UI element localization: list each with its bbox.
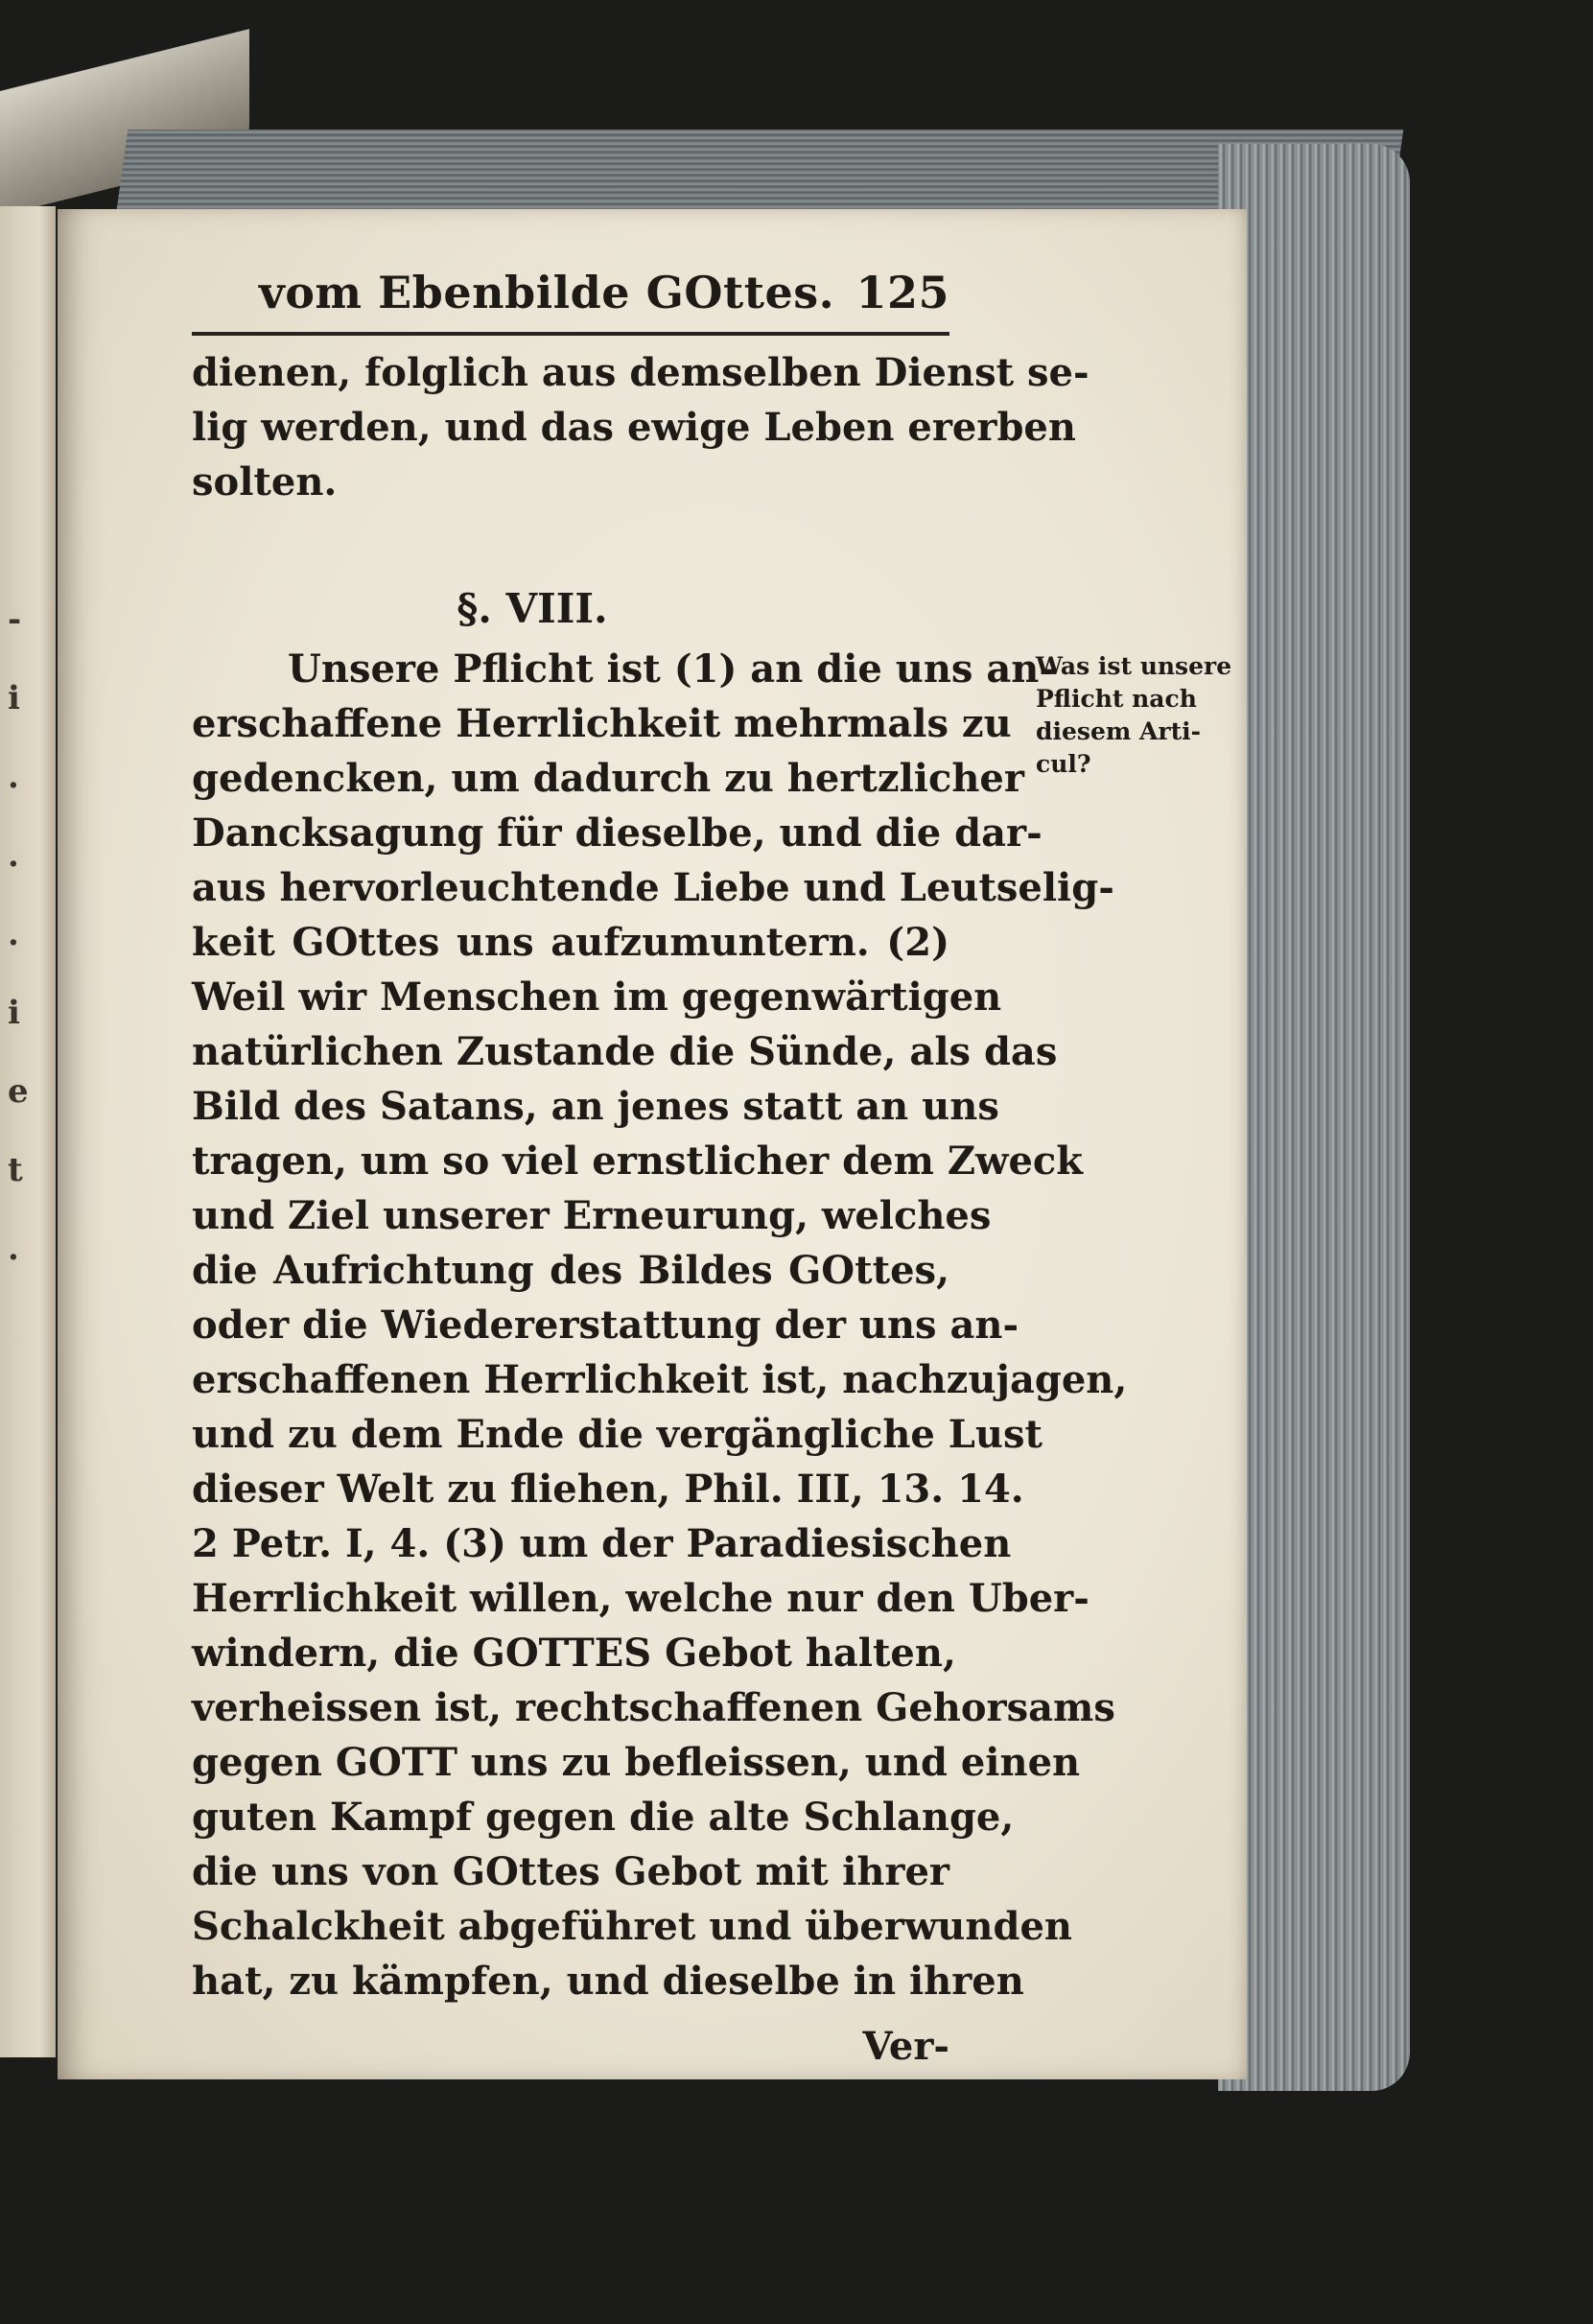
marginal-note (1036, 650, 1232, 781)
text-line: dienen, folglich aus demselben Dienst se- (192, 350, 1089, 395)
text-line: keit GOttes uns aufzumuntern. (2) (192, 920, 949, 965)
running-title: vom Ebenbilde GOttes. (259, 267, 835, 318)
text-line: erschaffenen Herrlichkeit ist, nachzujagen, (192, 1357, 1128, 1402)
text-line: die uns von GOttes Gebot mit ihrer (192, 1849, 949, 1894)
page-number: 125 (855, 267, 949, 318)
continued-text (192, 345, 1089, 509)
previous-page-glyph: t (8, 1151, 23, 1189)
text-line: erschaffene Herrlichkeit mehrmals zu (192, 701, 1012, 746)
margin-note-line: Was ist unsere (1036, 652, 1232, 680)
text-line: und Ziel unserer Erneurung, welches (192, 1193, 992, 1238)
text-line: Dancksagung für dieselbe, und die dar- (192, 810, 1042, 856)
margin-note-line: diesem Arti- (1036, 717, 1202, 745)
text-line: aus hervorleuchtende Liebe und Leutselig- (192, 865, 1114, 910)
previous-page-glyph: . (8, 915, 19, 953)
previous-page-glyph: . (8, 758, 19, 796)
text-line: verheissen ist, rechtschaffenen Gehorsams (192, 1685, 1115, 1730)
text-line: natürlichen Zustande die Sünde, als das (192, 1029, 1058, 1074)
previous-page-glyph: . (8, 836, 19, 875)
text-line: windern, die GOTTES Gebot halten, (192, 1631, 956, 1676)
previous-page-glyph: i (8, 679, 20, 717)
page-block-top-edge (115, 129, 1403, 221)
previous-page-glyph: i (8, 994, 20, 1032)
previous-page-edge (0, 206, 56, 2057)
text-line: Weil wir Menschen im gegenwärtigen (192, 974, 1002, 1020)
text-line: Unsere Pflicht ist (1) an die uns an- (288, 646, 1055, 692)
text-line: Bild des Satans, an jenes statt an uns (192, 1084, 999, 1129)
text-line: gedencken, um dadurch zu hertzlicher (192, 756, 1024, 801)
margin-note-line: Pflicht nach (1036, 685, 1197, 713)
text-line: guten Kampf gegen die alte Schlange, (192, 1795, 1015, 1840)
text-line: Schalckheit abgeführet und überwunden (192, 1904, 1072, 1949)
text-line: hat, zu kämpfen, und dieselbe in ihren (192, 1959, 1024, 2004)
page-block-fore-edge (1218, 144, 1410, 2091)
text-line: und zu dem Ende die vergängliche Lust (192, 1412, 1043, 1457)
text-line: die Aufrichtung des Bildes GOttes, (192, 1248, 949, 1293)
section-heading: §. VIII. (457, 585, 608, 632)
book-page (58, 209, 1247, 2079)
text-line: solten. (192, 459, 338, 505)
header-rule (192, 332, 949, 336)
text-line: dieser Welt zu fliehen, Phil. III, 13. 14. (192, 1467, 1024, 1512)
catchword: Ver- (862, 2024, 949, 2069)
previous-page-glyph: e (8, 1072, 29, 1111)
margin-note-line: cul? (1036, 750, 1091, 778)
previous-page-text-fragments (8, 580, 36, 1288)
previous-page-glyph: . (8, 1230, 19, 1268)
text-line: 2 Petr. I, 4. (3) um der Paradiesischen (192, 1521, 1012, 1566)
text-line: gegen GOTT uns zu befleissen, und einen (192, 1740, 1081, 1785)
running-header (192, 267, 949, 330)
spacer (192, 509, 949, 561)
previous-page-glyph: - (8, 600, 22, 639)
text-line: tragen, um so viel ernstlicher dem Zweck (192, 1139, 1083, 1184)
text-line: oder die Wiedererstattung der uns an- (192, 1303, 1019, 1348)
text-line: Herrlichkeit willen, welche nur den Uber- (192, 1576, 1089, 1621)
text-line: lig werden, und das ewige Leben ererben (192, 405, 1076, 450)
